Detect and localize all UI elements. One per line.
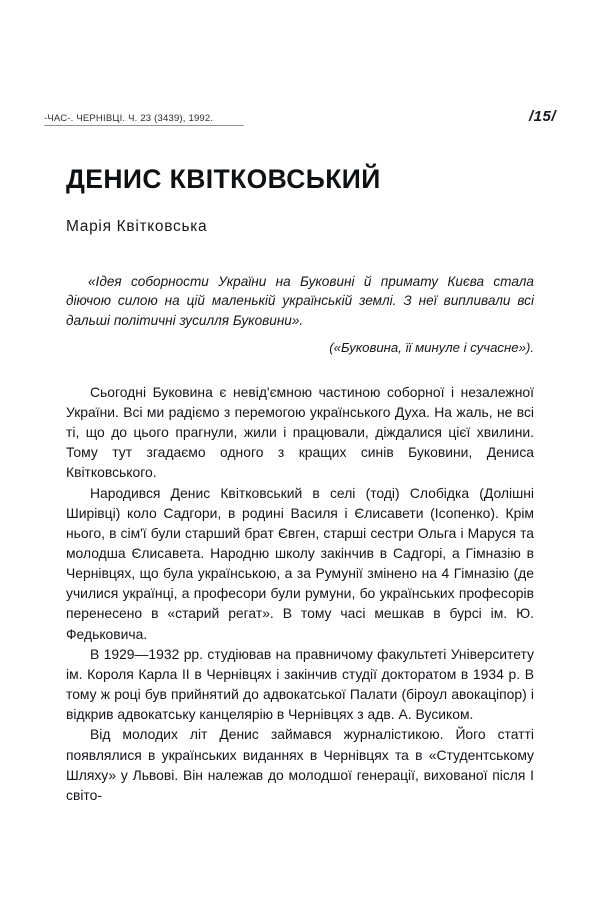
article-content [66,165,534,805]
epigraph-source: («Буковина, її минуле і сучасне»). [329,340,534,356]
epigraph-text: «Ідея соборности України на Буковині й примату Києва стала діючою силою на цій маленькій українській землі. З неї випливали всі дальші політичні зусилля Буковини». [66,274,534,328]
article-body [66,382,534,805]
header-rule [44,125,244,126]
paragraph: В 1929—1932 рр. студіював на правничому факультеті Університету ім. Короля Карла II в Чернівцях і закінчив студії докторатом в 1934 р. В тому ж році був прийнятий до адвокатської Палати (біроул авокаціпор) і відкрив адвокатську канцелярію в Чернівцях з адв. А. Вусиком. [66,645,534,723]
page-title: ДЕНИС КВІТКОВСЬКИЙ [66,164,381,194]
paragraph: Сьогодні Буковина є невід'ємною частиною соборної і незалежної України. Всі ми радіємо з перемогою українського Духа. На жаль, не всі ті, що до цього прагнули, жили і працювали, діждалися цієї хвилини. Тому тут згадаємо одного з кращих синів Буковини, Дениса Квітковського. [66,383,534,481]
paragraph: Народився Денис Квітковський в селі (тоді) Слобідка (Долішні Ширівці) коло Садгори, в родині Василя і Єлисавети (Ісопенко). Крім нього, в сім'ї були старший брат Євген, старші сестри Ольга і Маруся та молодша Єлисавета. Народню школу закінчив в Садгорі, а Гімназію в Чернівцях, що була українською, а за Румунії змінено на 4 Гімназію (де училися українці, а професори були румуни, бо українських професорів перенесено в «старий регат». В тому часі мешкав в бурсі ім. Ю. Федьковича. [66,484,534,642]
article-author: Марія Квітковська [66,218,208,236]
page-number: /15/ [528,108,556,125]
paragraph: Від молодих літ Денис займався журналістикою. Його статті появлялися в українських виданнях в Чернівцях та в «Студентському Шляху» у Львові. Він належав до молодшої генерації, вихованої після І світо- [66,726,534,803]
running-head-source: -ЧАС-. ЧЕРНІВЦІ. Ч. 23 (3439), 1992. [44,113,214,124]
running-head [44,108,556,125]
epigraph [66,272,534,358]
